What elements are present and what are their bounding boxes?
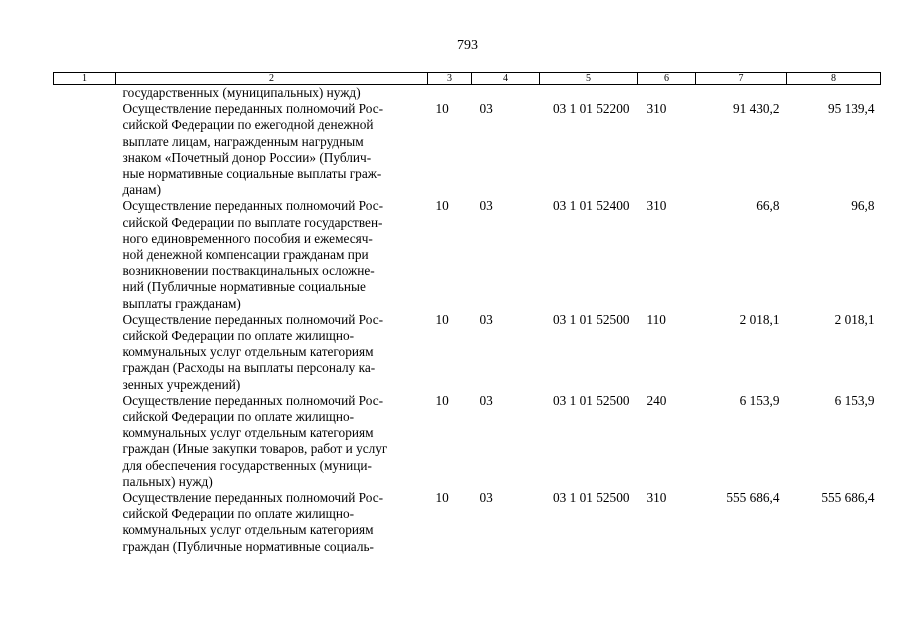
subsection-code: 03 (479, 392, 493, 408)
table-row (54, 198, 881, 311)
description-line: ные нормативные социальные выплаты граж- (122, 166, 382, 182)
table-row (54, 101, 881, 198)
target-article-code: 03 1 01 52400 (553, 198, 630, 214)
subsection-code: 03 (479, 490, 493, 506)
target-article-code: 03 1 01 52200 (553, 101, 630, 117)
target-article-code: 03 1 01 52500 (553, 490, 630, 506)
amount-col-7: 2 018,1 (739, 311, 780, 327)
description-line: сийской Федерации по выплате государствен- (122, 214, 383, 230)
description-line: сийской Федерации по оплате жилищно- (122, 409, 355, 425)
section-code: 10 (435, 392, 449, 408)
row-description (116, 312, 428, 393)
description-line: для обеспечения государственных (муници- (122, 457, 372, 473)
target-article-code: 03 1 01 52500 (553, 392, 630, 408)
description-line: ной денежной компенсации гражданам при (122, 247, 369, 263)
expense-type-code: 310 (646, 490, 667, 506)
header-col-3: 3 (428, 73, 472, 85)
header-col-2: 2 (116, 73, 428, 85)
amount-col-7: 91 430,2 (732, 101, 780, 117)
description-line: ний (Публичные нормативные социальные (122, 279, 366, 295)
row-description (116, 490, 428, 555)
continuation-row (54, 85, 881, 102)
description-line: знаком «Почетный донор России» (Публич- (122, 149, 372, 165)
description-line: сийской Федерации по оплате жилищно- (122, 328, 355, 344)
row-description (116, 393, 428, 490)
description-line: коммунальных услуг отдельным категориям (122, 522, 374, 538)
header-col-5: 5 (540, 73, 638, 85)
expense-type-code: 240 (646, 392, 667, 408)
amount-col-8: 96,8 (851, 198, 875, 214)
description-line: коммунальных услуг отдельным категориям (122, 425, 374, 441)
header-col-1: 1 (54, 73, 116, 85)
description-line: выплаты гражданам) (122, 295, 241, 311)
subsection-code: 03 (479, 101, 493, 117)
amount-col-8: 6 153,9 (834, 392, 875, 408)
description-line: Осуществление переданных полномочий Рос- (122, 198, 384, 214)
target-article-code: 03 1 01 52500 (553, 311, 630, 327)
description-line: Осуществление переданных полномочий Рос- (122, 101, 384, 117)
expense-type-code: 110 (646, 311, 666, 327)
header-col-7: 7 (696, 73, 787, 85)
description-line: зенных учреждений) (122, 376, 241, 392)
expense-type-code: 310 (646, 101, 667, 117)
row-description (116, 101, 428, 198)
header-col-8: 8 (787, 73, 881, 85)
description-line: сийской Федерации по оплате жилищно- (122, 506, 355, 522)
section-code: 10 (435, 198, 449, 214)
amount-col-7: 6 153,9 (739, 392, 780, 408)
description-line: сийской Федерации по ежегодной денежной (122, 117, 374, 133)
description-line: граждан (Публичные нормативные социаль- (122, 538, 374, 554)
expense-type-code: 310 (646, 198, 667, 214)
description-line: граждан (Иные закупки товаров, работ и услуг (122, 441, 388, 457)
table-row (54, 393, 881, 490)
description-line: Осуществление переданных полномочий Рос- (122, 490, 384, 506)
header-col-4: 4 (472, 73, 540, 85)
table-row (54, 312, 881, 393)
amount-col-8: 555 686,4 (821, 490, 875, 506)
section-code: 10 (435, 311, 449, 327)
description-line: пальных) нужд) (122, 473, 213, 489)
description-line: Осуществление переданных полномочий Рос- (122, 311, 384, 327)
description-line: выплате лицам, награжденным нагрудным (122, 133, 364, 149)
section-code: 10 (435, 101, 449, 117)
description-line: коммунальных услуг отдельным категориям (122, 344, 374, 360)
header-col-6: 6 (638, 73, 696, 85)
description-line: Осуществление переданных полномочий Рос- (122, 392, 384, 408)
continuation-text: государственных (муниципальных) нужд) (122, 85, 361, 100)
row-description (116, 198, 428, 311)
amount-col-8: 95 139,4 (827, 101, 875, 117)
amount-col-7: 555 686,4 (726, 490, 780, 506)
section-code: 10 (435, 490, 449, 506)
amount-col-8: 2 018,1 (834, 311, 875, 327)
column-number-header (54, 73, 881, 85)
description-line: возникновении поствакцинальных осложне- (122, 263, 375, 279)
page-number: 793 (457, 38, 478, 53)
description-line: ного единовременного пособия и ежемесяч- (122, 230, 373, 246)
budget-table (53, 72, 881, 555)
description-line: граждан (Расходы на выплаты персоналу ка- (122, 360, 376, 376)
amount-col-7: 66,8 (756, 198, 780, 214)
subsection-code: 03 (479, 311, 493, 327)
table-row (54, 490, 881, 555)
subsection-code: 03 (479, 198, 493, 214)
description-line: данам) (122, 182, 162, 198)
